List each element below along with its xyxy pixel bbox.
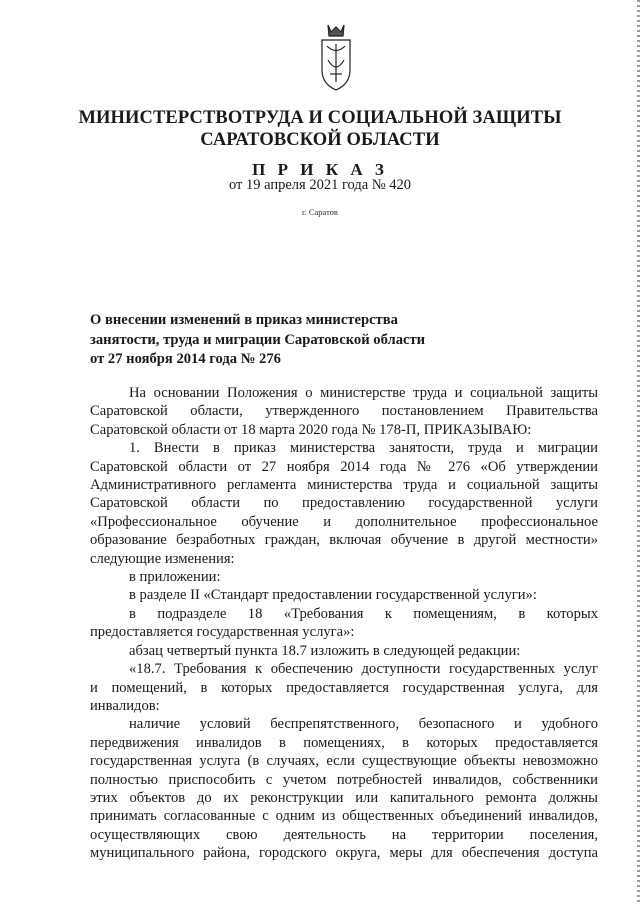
body-line: Саратовской области, утвержденного постановлением Правительства — [90, 403, 598, 420]
body-line: Саратовской области от 27 ноября 2014 года № 276 «Об утверждении — [90, 458, 598, 475]
body-line: в приложении: — [129, 569, 221, 586]
body-line: осуществляющих свою деятельность на территории поселения, — [90, 826, 598, 843]
body-line: и помещений, в которых предоставляется государственная услуга, для — [90, 679, 598, 696]
body-line: следующие изменения: — [90, 550, 235, 567]
order-subject — [90, 311, 425, 370]
city-label: г. Саратов — [302, 207, 338, 217]
body-line: Административного регламента министерства труда и социальной защиты — [90, 477, 598, 494]
body-line: Саратовской области по предоставлению государственной услуги — [90, 495, 598, 512]
order-date: от 19 апреля 2021 года № 420 — [228, 177, 412, 193]
body-line: муниципального района, городского округа, меры для обеспечения доступа — [90, 845, 598, 862]
body-line: 1. Внести в приказ министерства занятости, труда и миграции — [129, 440, 598, 457]
body-line: «Профессиональное обучение и дополнительное профессиональное — [90, 513, 598, 530]
body-line: образование безработных граждан, включая обучение в другой местности» — [90, 532, 598, 549]
body-line: наличие условий беспрепятственного, безопасного и удобного — [129, 716, 598, 733]
body-line: в разделе II «Стандарт предоставлении государственной услуги»: — [129, 587, 537, 604]
body-line: этих объектов до их реконструкции или капитального ремонта должны — [90, 789, 598, 806]
body-line: в подразделе 18 «Требования к помещениям, в которых — [129, 605, 598, 622]
subject-line: занятости, труда и миграции Саратовской области — [90, 331, 426, 348]
body-line: принимать согласованные с одним из общественных объединений инвалидов, — [90, 808, 598, 825]
coat-of-arms-icon — [315, 22, 357, 92]
body-line: предоставляется государственная услуга»: — [90, 624, 355, 641]
order-title: П Р И К А З — [252, 160, 388, 179]
subject-line: О внесении изменений в приказ министерства — [90, 312, 398, 328]
body-line: Саратовской области от 18 марта 2020 года № 178-П, ПРИКАЗЫВАЮ: — [90, 421, 532, 438]
subject-line: от 27 ноября 2014 года № 276 — [90, 351, 281, 367]
ministry-name-line1: МИНИСТЕРСТВОТРУДА И СОЦИАЛЬНОЙ ЗАЩИТЫ — [78, 108, 562, 128]
body-line: На основании Положения о министерстве труда и социальной защиты — [129, 385, 598, 401]
order-body — [90, 384, 598, 863]
body-line: «18.7. Требования к обеспечению доступности государственных услуг — [129, 661, 598, 678]
body-line: передвижения инвалидов в помещениях, в которых предоставляется — [90, 734, 598, 751]
body-line: полностью приспособить с учетом потребностей инвалидов, собственники — [90, 771, 598, 788]
body-line: абзац четвертый пункта 18.7 изложить в следующей редакции: — [129, 642, 521, 659]
body-line: инвалидов: — [90, 697, 160, 714]
ministry-name-line2: САРАТОВСКОЙ ОБЛАСТИ — [200, 130, 440, 150]
body-line: государственная услуга (в случаях, если существующие объекты невозможно — [90, 753, 598, 770]
